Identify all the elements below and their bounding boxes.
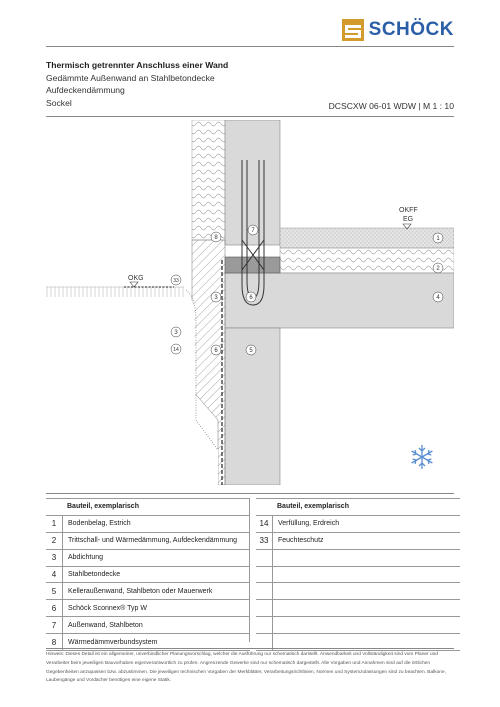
page-title: Thermisch getrennter Anschluss einer Wand <box>46 60 229 70</box>
legend-row: 6 Schöck Sconnex® Typ W <box>46 599 250 616</box>
legend-left-header: Bauteil, exemplarisch <box>46 498 250 515</box>
legend-row <box>256 566 460 583</box>
marker-8 <box>211 232 221 242</box>
legend-row: 14 Verfüllung, Erdreich <box>256 515 460 532</box>
legend-row <box>256 549 460 566</box>
legend-row: 1 Bodenbelag, Estrich <box>46 515 250 532</box>
svg-text:7: 7 <box>251 228 255 234</box>
legend-row: 7 Außenwand, Stahlbeton <box>46 616 250 633</box>
brand-mark-icon <box>342 19 364 41</box>
brand-logo <box>342 19 454 41</box>
legend-row <box>256 616 460 633</box>
marker-5 <box>246 345 256 355</box>
marker-1 <box>433 233 443 243</box>
svg-text:2: 2 <box>436 266 440 272</box>
eg-label: EG <box>403 216 414 223</box>
brand-name: SCHÖCK <box>368 19 454 40</box>
okg-label: OKG <box>128 275 144 282</box>
legend-right <box>256 498 460 651</box>
svg-text:8: 8 <box>214 235 218 241</box>
svg-text:3: 3 <box>174 330 178 336</box>
header-rule <box>46 46 454 47</box>
legend-row: 5 Kelleraußenwand, Stahlbeton oder Mauerwerk <box>46 582 250 599</box>
svg-text:5: 5 <box>249 348 253 354</box>
marker-6b <box>211 345 221 355</box>
legend-row <box>256 599 460 616</box>
subtitle-3: Sockel <box>46 97 72 108</box>
svg-text:33: 33 <box>173 278 179 284</box>
subtitle-2: Aufdeckendämmung <box>46 85 125 95</box>
marker-3b <box>171 327 181 337</box>
snowflake-icon <box>412 445 433 469</box>
legend-row <box>256 582 460 599</box>
marker-3 <box>211 292 221 302</box>
svg-text:1: 1 <box>436 236 440 242</box>
header-rule-bottom <box>46 116 454 117</box>
legend-row: 3 Abdichtung <box>46 549 250 566</box>
sconnex-element <box>225 257 280 273</box>
drawing-code: DCSCXW 06-01 WDW | M 1 : 10 <box>328 101 454 111</box>
marker-6 <box>246 292 256 302</box>
floor-insulation <box>280 248 454 273</box>
marker-2 <box>433 263 443 273</box>
legend-row: 8 Wärmedämmverbundsystem <box>46 633 250 651</box>
subtitle-1: Gedämmte Außenwand an Stahlbetondecke <box>46 72 215 83</box>
svg-text:6: 6 <box>214 348 218 354</box>
section-drawing <box>46 120 454 485</box>
soil-backfill <box>46 295 218 485</box>
marker-4 <box>433 292 443 302</box>
okff-label: OKFF <box>399 207 418 214</box>
legend-right-header: Bauteil, exemplarisch <box>256 498 460 515</box>
legend-left <box>46 498 250 651</box>
drawing-rule <box>46 493 454 494</box>
disclaimer-note: Hinweis: Dieses Detail ist ein allgemeiner, unverbindlicher Planungsvorschlag, welcher die Ausführung nur schematisch darstellt. Anwendbarkeit und Vollständigkeit sind vom Planer und Verarbeiter beim jeweiligen Bauvorhaben eigenverantwortlich zu prüfen. Angrenzende Gewerke sind nur schematisch dargestellt. Alle Vorgaben und Annahmen sind auf die örtlichen Gegebenheiten anzupassen bzw. abzustimmen. Die jeweiligen technischen Vorgaben der Merkblätter, Verarbeitungsrichtlinien, Normen und Systemzulassungen sind zu beachten. Balkone, Laubengänge und Vordächer benötigen eine eigene Statik. <box>46 652 446 684</box>
marker-14 <box>171 344 181 354</box>
marker-33 <box>171 275 181 285</box>
svg-text:6: 6 <box>249 295 253 301</box>
legend-row: 33 Feuchteschutz <box>256 532 460 549</box>
wdvs-insulation-upper <box>192 120 225 240</box>
svg-text:14: 14 <box>173 347 179 353</box>
svg-text:4: 4 <box>436 295 440 301</box>
header-block <box>46 59 228 109</box>
legend-divider <box>249 498 250 642</box>
legend-row: 4 Stahlbetondecke <box>46 566 250 583</box>
svg-text:3: 3 <box>214 295 218 301</box>
marker-7 <box>248 225 258 235</box>
legend-row: 2 Trittschall- und Wärmedämmung, Aufdeckendämmung <box>46 532 250 549</box>
note-rule <box>46 648 454 649</box>
